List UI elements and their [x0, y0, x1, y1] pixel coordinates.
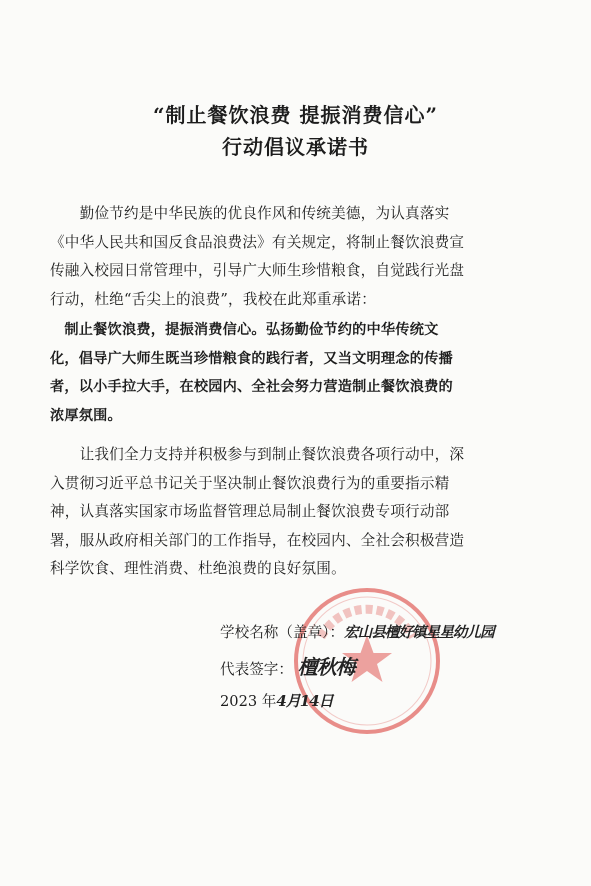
paragraph-line: 者，以小手拉大手，在校园内、全社会努力营造制止餐饮浪费的 [50, 379, 453, 395]
paragraph-line: 传融入校园日常管理中，引导广大师生珍惜粮食，自觉践行光盘 [50, 262, 465, 279]
school-name-handwritten: 宏山县檀好镇星星幼儿园 [344, 624, 494, 641]
document-title-line2: 行动倡议承诺书 [222, 135, 369, 159]
paragraph-line: 浓厚氛围。 [50, 407, 122, 424]
paragraph-line: 神，认真落实国家市场监督管理总局制止餐饮浪费专项行动部 [50, 503, 450, 520]
paragraph-line: 让我们全力支持并积极参与到制止餐饮浪费各项行动中，深 [50, 446, 465, 463]
date-month-day-handwritten: 4月14日 [276, 692, 333, 710]
paragraph-call-to-action [50, 441, 546, 584]
representative-signature: 檀秋梅 [297, 655, 355, 679]
paragraph-pledge-bold [50, 316, 546, 430]
school-name-label: 学校名称（盖章）： [220, 624, 345, 641]
representative-row [220, 656, 355, 681]
document-title-line1: “制止餐饮浪费 提振消费信心” [153, 103, 438, 127]
date-row [220, 690, 333, 713]
paragraph-line: 署，服从政府相关部门的工作指导，在校园内、全社会积极营造 [50, 531, 465, 549]
school-name-row [220, 622, 494, 644]
date-year: 2023 年 [220, 693, 277, 710]
paragraph-line: 化，倡导广大师生既当珍惜粮食的践行者，又当文明理念的传播 [50, 350, 453, 367]
paragraph-line: 勤俭节约是中华民族的优良作风和传统美德，为认真落实 [50, 205, 450, 222]
paragraph-line: 科学饮食、理性消费、杜绝浪费的良好氛围。 [50, 560, 346, 577]
paragraph-intro [50, 200, 546, 314]
paragraph-line: 入贯彻习近平总书记关于坚决制止餐饮浪费行为的重要指示精 [50, 474, 450, 492]
paragraph-line: 制止餐饮浪费，提振消费信心。弘扬勤俭节约的中华传统文 [50, 322, 439, 338]
paragraph-line: 行动，杜绝“舌尖上的浪费”，我校在此郑重承诺： [50, 290, 376, 308]
paragraph-line: 《中华人民共和国反食品浪费法》有关规定，将制止餐饮浪费宣 [50, 233, 465, 251]
representative-label: 代表签字： [220, 661, 293, 678]
